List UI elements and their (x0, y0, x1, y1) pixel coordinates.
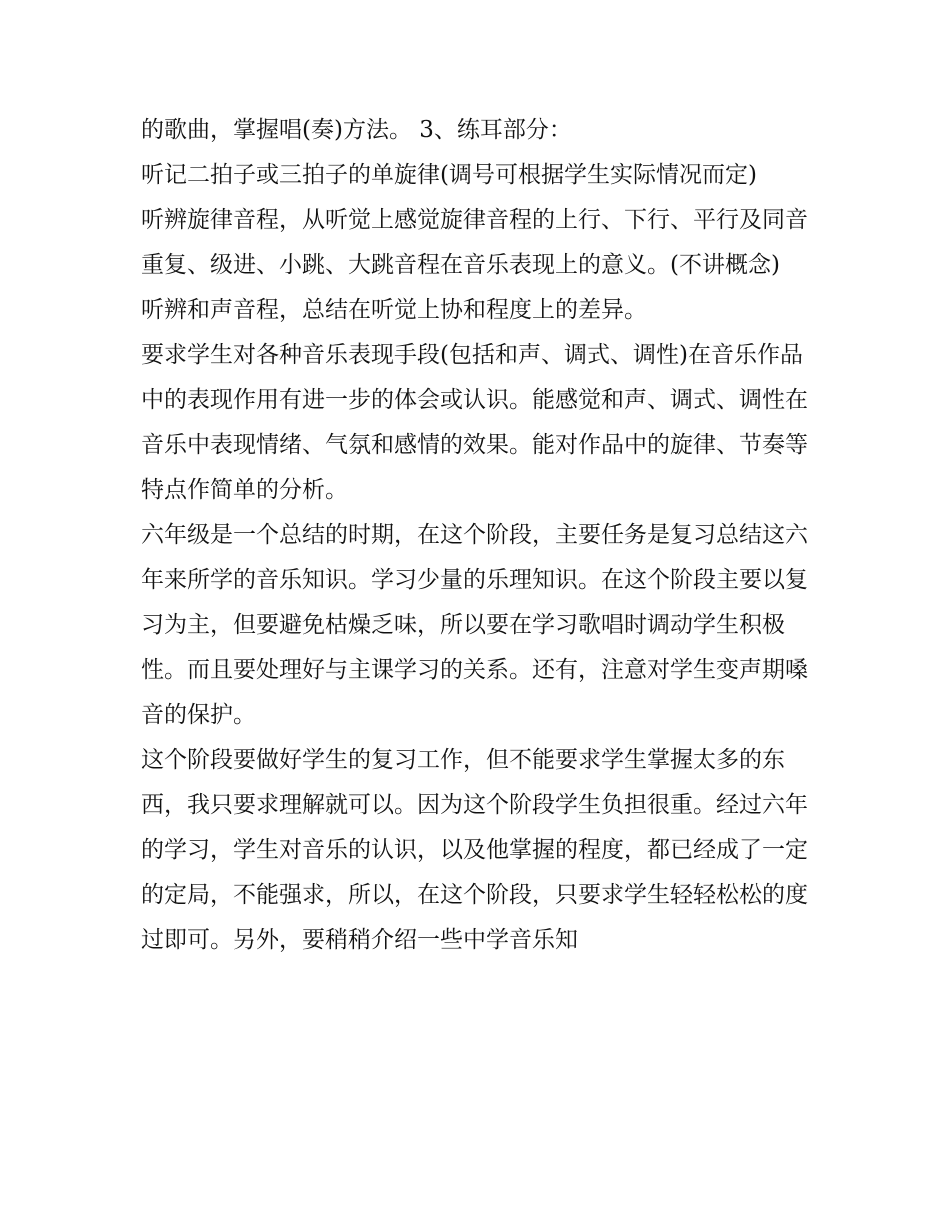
paragraph-review-work: 这个阶段要做好学生的复习工作，但不能要求学生掌握太多的东西，我只要求理解就可以。因为这个阶段学生负担很重。经过六年的学习，学生对音乐的认识，以及他掌握的程度，都已经成了一定的定局，不能强求，所以，在这个阶段，只要求学生轻轻松松的度过即可。另外，要稍稍介绍一些中学音乐知 (141, 747, 808, 953)
paragraph-expression-means: 要求学生对各种音乐表现手段(包括和声、调式、调性)在音乐作品中的表现作用有进一步的体会或认识。能感觉和声、调式、调性在音乐中表现情绪、气氛和感情的效果。能对作品中的旋律、节奏等特点作简单的分析。 (141, 342, 808, 503)
paragraph-melodic-intervals: 听辨旋律音程，从听觉上感觉旋律音程的上行、下行、平行及同音重复、级进、小跳、大跳音程在音乐表现上的意义。(不讲概念) (141, 207, 808, 278)
paragraph-grade-six-summary: 六年级是一个总结的时期，在这个阶段，主要任务是复习总结这六年来所学的音乐知识。学习少量的乐理知识。在这个阶段主要以复习为主，但要避免枯燥乏味，所以要在学习歌唱时调动学生积极性。而且要处理好与主课学习的关系。还有，注意对学生变声期嗓音的保护。 (141, 522, 808, 728)
paragraph-melody-dictation: 听记二拍子或三拍子的单旋律(调号可根据学生实际情况而定) (141, 162, 757, 188)
paragraph-ear-training-intro: 的歌曲，掌握唱(奏)方法。 3、练耳部分： (141, 117, 572, 143)
document-body (141, 108, 821, 963)
paragraph-harmonic-intervals: 听辨和声音程，总结在听觉上协和程度上的差异。 (141, 297, 647, 323)
